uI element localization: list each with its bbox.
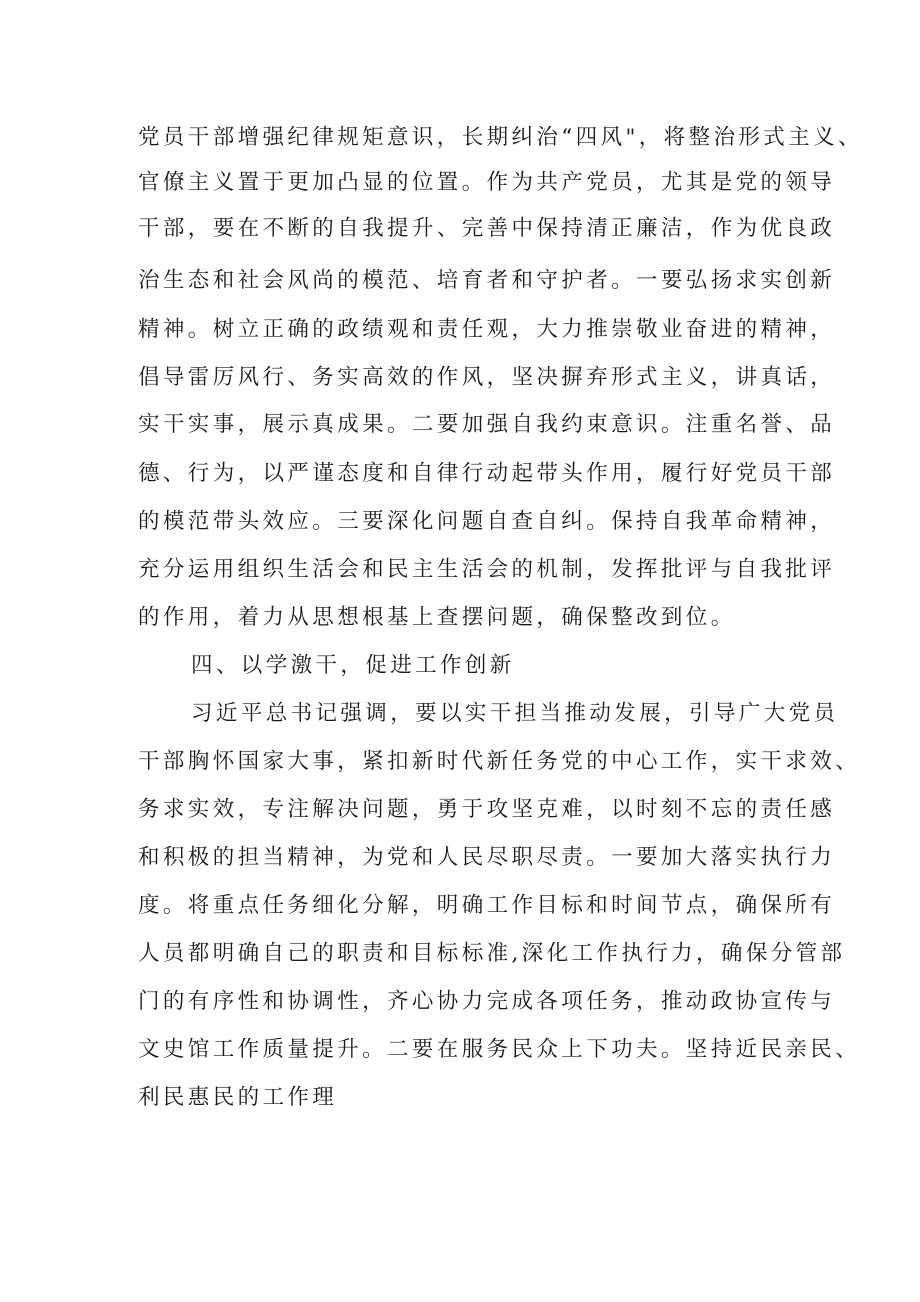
text-line: 倡导雷厉风行、务实高效的作风，坚决摒弃形式主义，讲真话， <box>138 365 836 390</box>
paragraph-first-line: 习近平总书记强调，要以实干担当推动发展，引导广大党员 <box>191 701 839 726</box>
text-line: 人员都明确自己的职责和目标标准,深化工作执行力，确保分管部 <box>138 941 846 966</box>
text-line: 充分运用组织生活会和民主生活会的机制，发挥批评与自我批评 <box>138 557 836 582</box>
text-line: 门的有序性和协调性，齐心协力完成各项任务，推动政协宣传与 <box>138 989 836 1014</box>
text-line: 实干实事，展示真成果。二要加强自我约束意识。注重名誉、品 <box>138 412 836 437</box>
text-line: 务求实效，专注解决问题，勇于攻坚克难，以时刻不忘的责任感 <box>138 797 836 822</box>
text-line: 文史馆工作质量提升。二要在服务民众上下功夫。坚持近民亲民、 <box>138 1037 861 1062</box>
text-line: 党员干部增强纪律规矩意识，长期纠治“四风"，将整治形式主义、 <box>138 125 863 150</box>
text-line: 度。将重点任务细化分解，明确工作目标和时间节点，确保所有 <box>138 893 836 918</box>
text-line: 干部胸怀国家大事，紧扣新时代新任务党的中心工作，实干求效、 <box>138 749 861 774</box>
text-line: 的作用，着力从思想根基上查摆问题，确保整改到位。 <box>138 605 736 630</box>
text-line: 治生态和社会风尚的模范、培育者和守护者。一要弘扬求实创新 <box>138 268 836 293</box>
text-line: 和积极的担当精神，为党和人民尽职尽责。一要加大落实执行力 <box>138 845 836 870</box>
text-line: 精神。树立正确的政绩观和责任观，大力推崇敬业奋进的精神， <box>138 317 836 342</box>
text-line: 的模范带头效应。三要深化问题自查自纠。保持自我革命精神， <box>138 509 836 534</box>
text-line: 德、行为，以严谨态度和自律行动起带头作用，履行好党员干部 <box>138 461 836 486</box>
text-line: 官僚主义置于更加凸显的位置。作为共产党员，尤其是党的领导 <box>138 170 836 195</box>
text-line: 利民惠民的工作理 <box>138 1085 338 1110</box>
section-heading: 四、以学激干，促进工作创新 <box>191 653 515 678</box>
text-line: 干部，要在不断的自我提升、完善中保持清正廉洁，作为优良政 <box>138 216 836 241</box>
